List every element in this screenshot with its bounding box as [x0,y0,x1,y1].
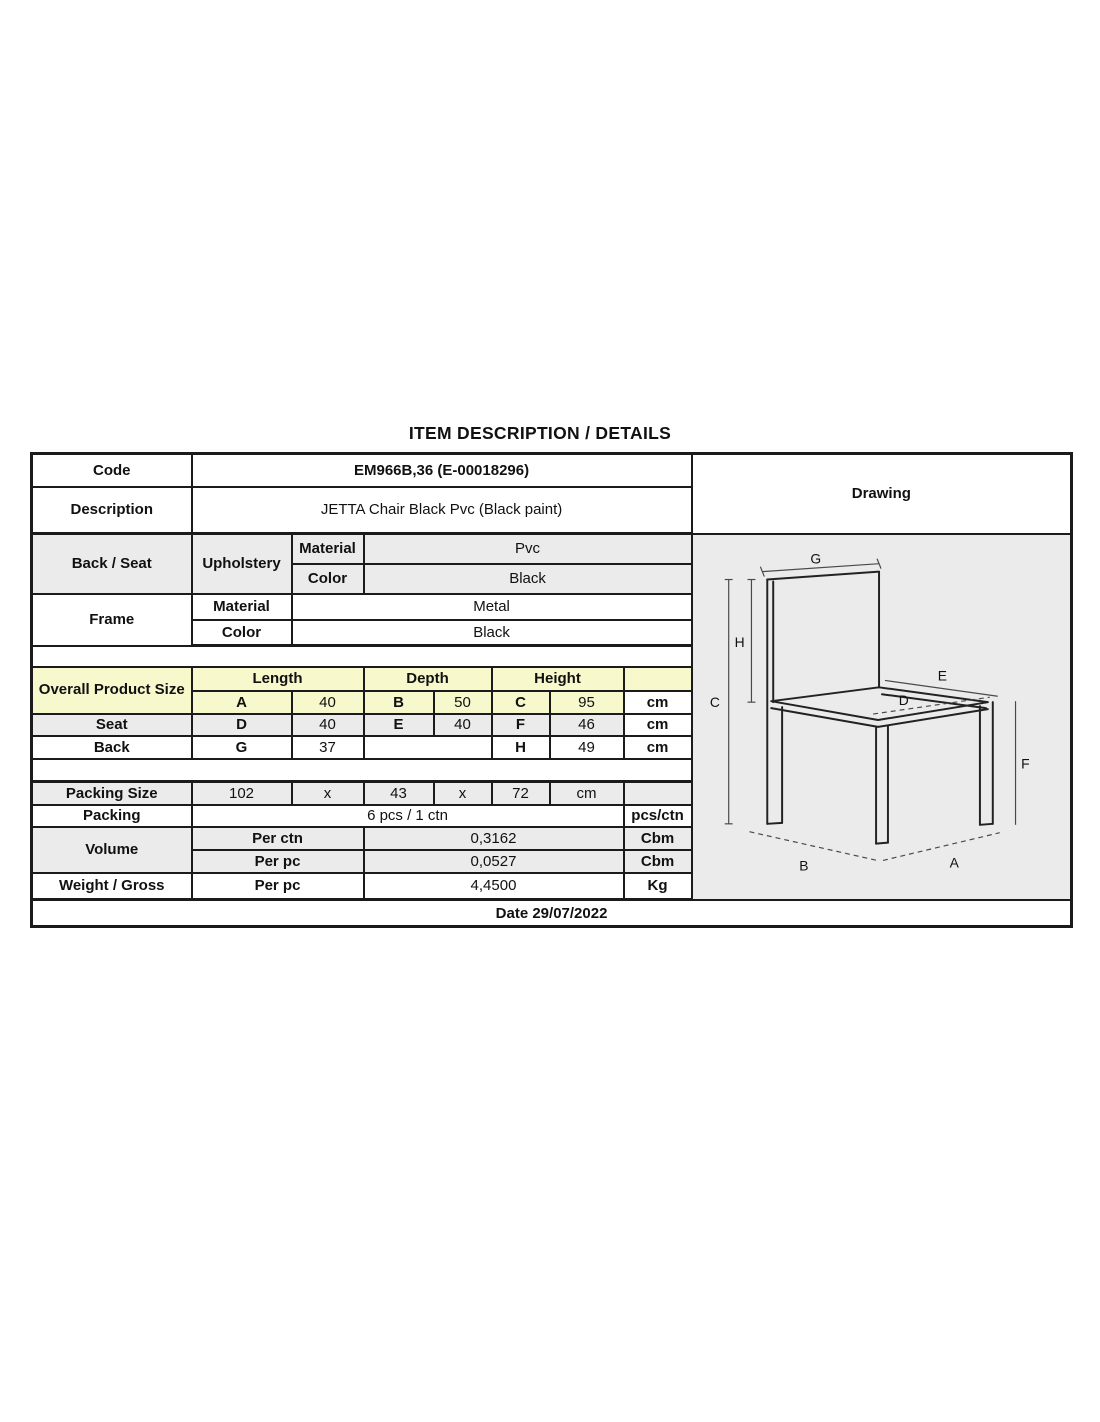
packing-dim-depth: 43 [364,782,434,805]
seat-value-f: 46 [550,714,624,736]
dim-label-A: A [949,853,959,870]
height-header: Height [492,667,624,691]
dim-line-B [749,831,877,860]
dim-label-G: G [809,550,821,567]
description-value: JETTA Chair Black Pvc (Black paint) [192,487,692,534]
back-seat-material-label: Material [292,534,364,564]
code-label: Code [32,454,192,487]
leg-right-bottom [980,823,993,824]
weight-per-label: Per pc [192,873,364,900]
back-seat-label: Back / Seat [32,534,192,594]
dim-label-B: B [798,856,809,873]
seat-value-e: 40 [434,714,492,736]
packing-dim-empty [624,782,692,805]
dim-label-C: C [709,693,720,710]
unit-cell: Kg [624,873,692,900]
spacer-row [32,646,692,667]
overall-key-a: A [192,691,292,714]
frame-material-value: Metal [292,594,692,620]
drawing-header: Drawing [692,454,1072,534]
packing-size-label: Packing Size [32,782,192,805]
per-ctn-value: 0,3162 [364,827,624,850]
overall-value-c: 95 [550,691,624,714]
unit-cell: Cbm [624,850,692,873]
packing-dim-height: 72 [492,782,550,805]
overall-key-c: C [492,691,550,714]
chair-drawing-cell [692,534,1072,900]
overall-value-b: 50 [434,691,492,714]
back-row-label: Back [32,736,192,759]
per-ctn-label: Per ctn [192,827,364,850]
volume-label: Volume [32,827,192,873]
back-value-g: 37 [292,736,364,759]
overall-key-b: B [364,691,434,714]
description-label: Description [32,487,192,534]
seat-band-rear [882,691,986,708]
packing-dim-sep: x [292,782,364,805]
per-pc-label: Per pc [192,850,364,873]
unit-cell: cm [624,691,692,714]
code-value: EM966B,36 (E-00018296) [192,454,692,487]
dim-label-F: F [1020,754,1030,771]
dim-line-A [883,832,1000,860]
back-empty-cell [364,736,492,759]
packing-dim-length: 102 [192,782,292,805]
back-seat-color-label: Color [292,564,364,594]
back-key-g: G [192,736,292,759]
depth-header: Depth [364,667,492,691]
packing-label: Packing [32,805,192,827]
seat-key-f: F [492,714,550,736]
spacer-row [32,759,692,782]
leg-left-bottom [767,822,782,823]
dim-label-E: E [937,666,947,683]
seat-key-d: D [192,714,292,736]
unit-cell: pcs/ctn [624,805,692,827]
per-pc-value: 0,0527 [364,850,624,873]
back-seat-color-value: Black [364,564,692,594]
overall-value-a: 40 [292,691,364,714]
back-key-h: H [492,736,550,759]
size-header-label: Overall Product Size [32,667,192,714]
seat-row-label: Seat [32,714,192,736]
packing-dim-sep: x [434,782,492,805]
seat-key-e: E [364,714,434,736]
backrest-outline [767,571,879,687]
weight-value: 4,4500 [364,873,624,900]
unit-cell: cm [624,736,692,759]
packing-value: 6 pcs / 1 ctn [192,805,624,827]
chair-drawing [695,536,1071,898]
unit-cell: Cbm [624,827,692,850]
weight-label: Weight / Gross [32,873,192,900]
page-title: ITEM DESCRIPTION / DETAILS [408,423,672,443]
frame-color-value: Black [292,620,692,646]
spec-table [30,452,1073,928]
frame-color-label: Color [192,620,292,646]
frame-label: Frame [32,594,192,646]
upholstery-label: Upholstery [192,534,292,594]
size-header-empty [624,667,692,691]
date-row: Date 29/07/2022 [32,900,1072,927]
back-value-h: 49 [550,736,624,759]
seat-band-front [771,708,988,727]
dim-label-D: D [898,691,909,708]
leg-front-bottom [876,842,888,843]
back-seat-material-value: Pvc [364,534,692,564]
seat-value-d: 40 [292,714,364,736]
dim-label-H: H [734,633,745,650]
unit-cell: cm [624,714,692,736]
frame-material-label: Material [192,594,292,620]
length-header: Length [192,667,364,691]
packing-dim-unit: cm [550,782,624,805]
